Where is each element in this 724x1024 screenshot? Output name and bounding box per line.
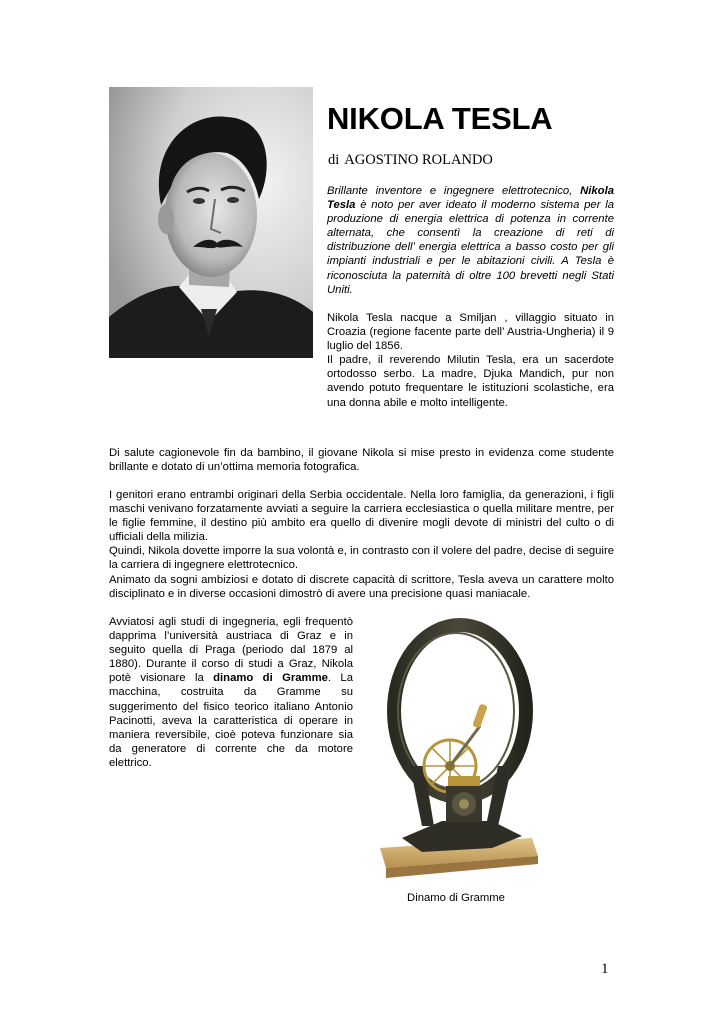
body-paragraph-family: I genitori erano entrambi originari della Serbia occidentale. Nella loro famiglia, da generazioni, i figli maschi venivano forzatamente avviati a seguire la carriera ecclesiastica o quella militare mentre, per le figlie femmine, il destino più ambito era quello di divenire mogli devote di ministri del culto o di ufficiali della milizia. bbox=[109, 489, 614, 544]
byline-author: AGOSTINO ROLANDO bbox=[344, 152, 493, 168]
byline-prefix: di bbox=[328, 152, 340, 168]
body-paragraph-career: Quindi, Nikola dovette imporre la sua volontà e, in contrasto con il volere del padre, decise di seguire la carriera di ingegnere elettrotecnico. bbox=[109, 545, 614, 572]
byline bbox=[328, 152, 493, 169]
page-number: 1 bbox=[601, 961, 609, 977]
body-paragraph-childhood: Di salute cagionevole fin da bambino, il giovane Nikola si mise presto in evidenza come studente brillante e dotato di un’ottima memoria fotografica. bbox=[109, 447, 614, 474]
intro-text-before: Brillante inventore e ingegnere elettrotecnico, bbox=[327, 185, 581, 197]
body-block-family bbox=[109, 488, 614, 601]
bio-paragraph-birth: Nikola Tesla nacque a Smiljan , villaggio situato in Croazia (regione facente parte dell’ Austria-Ungheria) il 9 luglio del 1856. bbox=[327, 312, 614, 353]
bio-paragraph-parents: Il padre, il reverendo Milutin Tesla, era un sacerdote ortodosso serbo. La madre, Djuka Mandich, pur non avendo potuto frequentare le istituzioni scolastiche, era una donna abile e molto intelligente. bbox=[327, 354, 614, 409]
studies-paragraph bbox=[109, 615, 353, 770]
studies-text-before: Avviatosi agli studi di ingegneria, egli frequentò dapprima l’università austriaca di Graz e in seguito quella di Praga (periodo dal 1879 al 1880). Durante il corso di studi a Graz, Nikola potè visionare la bbox=[109, 616, 353, 685]
intro-paragraph bbox=[327, 184, 614, 297]
bio-block bbox=[327, 311, 614, 410]
studies-highlight: dinamo di Gramme bbox=[213, 672, 328, 685]
page-title: NIKOLA TESLA bbox=[327, 101, 553, 136]
intro-name: Nikola Tesla bbox=[327, 185, 614, 212]
portrait-photo bbox=[109, 87, 313, 358]
gramme-dynamo-photo bbox=[372, 616, 540, 884]
intro-text-after: è noto per aver ideato il moderno sistema per la produzione di energia elettrica di potenza in corrente alternata, che consentì la creazione di reti di distribuzione dell’ energia elettrica a basso costo per gli impianti industriali e per le abitazioni civili. A Tesla è riconosciuta la paternità di oltre 100 brevetti negli Stati Uniti. bbox=[327, 199, 614, 296]
body-paragraph-character: Animato da sogni ambiziosi e dotato di discrete capacità di scrittore, Tesla aveva un carattere molto disciplinato e in diverse occasioni dimostrò di avere una precisione quasi maniacale. bbox=[109, 573, 614, 600]
figure-caption: Dinamo di Gramme bbox=[407, 892, 505, 904]
studies-text-after: . La macchina, costruita da Gramme su suggerimento del fisico teorico italiano Antonio Pacinotti, aveva la caratteristica di operare in maniera reversibile, cioè poteva funzionare sia da generatore di corrente che da motore elettrico. bbox=[109, 672, 354, 769]
